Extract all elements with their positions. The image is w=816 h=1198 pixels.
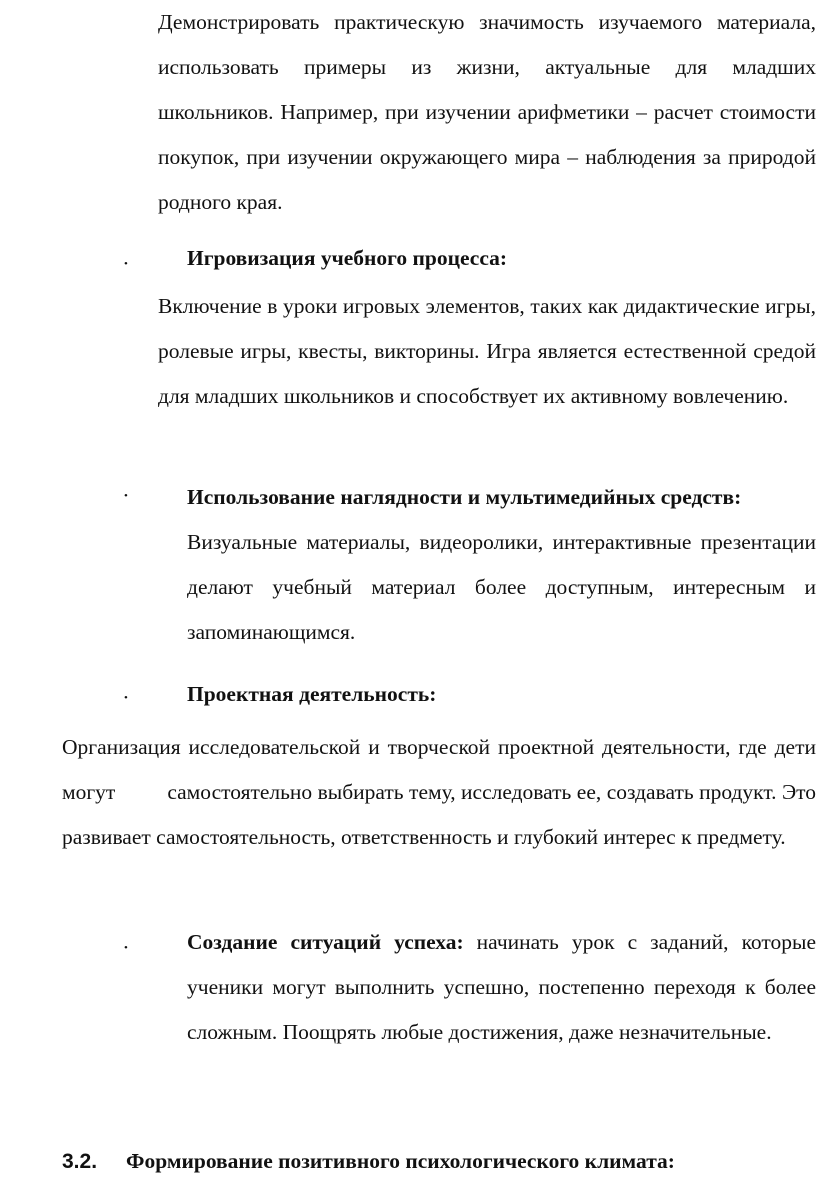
paragraph-project-activity-part-a: Организация исследовательской и творческой проектной деятельности, где дети могут: [62, 735, 816, 804]
bullet-title-success-situations: Создание ситуаций успеха:: [187, 930, 464, 954]
bullet-marker: •: [124, 490, 128, 502]
paragraph-gamification: Включение в уроки игровых элементов, таких как дидактические игры, ролевые игры, квесты, викторины. Игра является естественной средой для младших школьников и способствует их активному вовлечению.: [158, 294, 816, 408]
paragraph-practical-significance: Демонстрировать практическую значимость изучаемого материала, использовать примеры из жизни, актуальные для младших школьников. Например, при изучении арифметики – расчет стоимости покупок, при изучении окружающего мира – наблюдения за природой родного края.: [158, 10, 816, 214]
bullet-marker: •: [124, 692, 128, 704]
section-number: 3.2.: [62, 1150, 98, 1173]
bullet-marker: •: [124, 258, 128, 270]
section-title: Формирование позитивного психологического климата:: [126, 1149, 675, 1173]
paragraph-success-situations: [187, 920, 816, 1055]
paragraph-project-activity: [62, 725, 816, 860]
bullet-title-visual-media: Использование наглядности и мультимедийных средств:: [187, 485, 742, 509]
bullet-title-project-activity: Проектная деятельность:: [187, 682, 437, 706]
paragraph-success-situations-text: начинать урок с заданий, которые ученики могут выполнить успешно, постепенно переходя к более сложным. Поощрять любые достижения, даже незначительные.: [187, 930, 816, 1044]
paragraph-project-activity-part-b: самостоятельно выбирать тему, исследовать ее, создавать продукт. Это развивает самостоятельность, ответственность и глубокий интерес к предмету.: [62, 780, 816, 849]
bullet-title-gamification: Игровизация учебного процесса:: [187, 246, 508, 270]
paragraph-visual-media: Визуальные материалы, видеоролики, интерактивные презентации делают учебный материал более доступным, интересным и запоминающимся.: [187, 530, 816, 644]
bullet-marker: •: [124, 942, 128, 954]
